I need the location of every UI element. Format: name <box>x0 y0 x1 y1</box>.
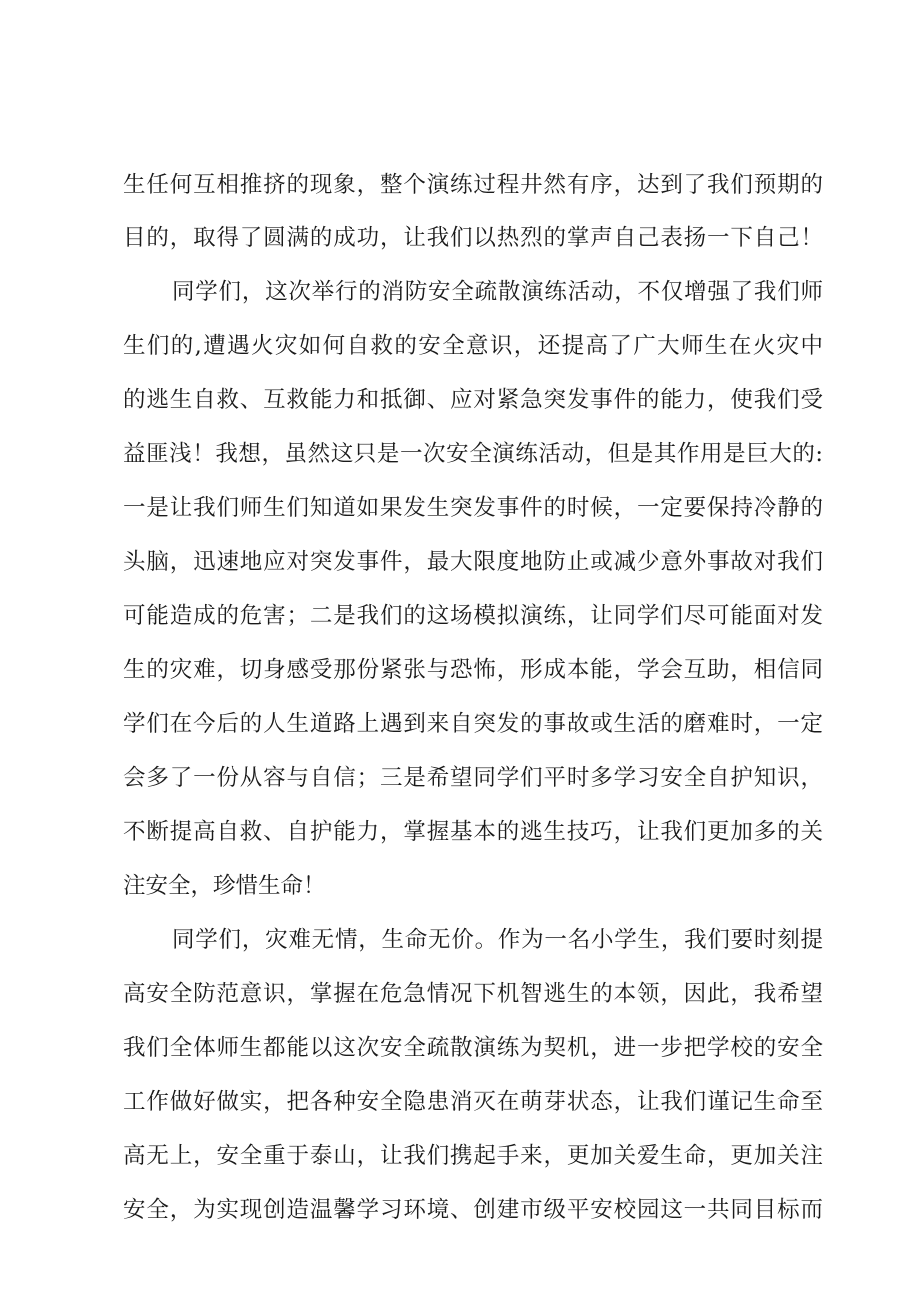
paragraph-2-line-10: 会多了一份从容与自信；三是希望同学们平时多学习安全自护知识， <box>123 765 823 791</box>
paragraph-2-line-6: 头脑，迅速地应对突发事件，最大限度地防止或减少意外事故对我们 <box>123 549 823 575</box>
paragraph-3-line-4: 工作做好做实，把各种安全隐患消灭在萌芽状态，让我们谨记生命至 <box>123 1089 823 1115</box>
paragraph-2-line-11: 不断提高自救、自护能力，掌握基本的逃生技巧，让我们更加多的关 <box>123 819 823 845</box>
paragraph-2-line-5: 一是让我们师生们知道如果发生突发事件的时候，一定要保持冷静的 <box>123 495 823 521</box>
paragraph-3-line-1: 同学们，灾难无情，生命无价。作为一名小学生，我们要时刻提 <box>172 927 823 953</box>
paragraph-3-line-5: 高无上，安全重于泰山，让我们携起手来，更加关爱生命，更加关注 <box>123 1143 823 1169</box>
paragraph-1-line-2: 目的，取得了圆满的成功，让我们以热烈的掌声自己表扬一下自己！ <box>123 225 823 251</box>
paragraph-3-line-3: 我们全体师生都能以这次安全疏散演练为契机，进一步把学校的安全 <box>123 1035 823 1061</box>
paragraph-2-line-3: 的逃生自救、互救能力和抵御、应对紧急突发事件的能力，使我们受 <box>123 387 823 413</box>
paragraph-1-line-1: 生任何互相推挤的现象，整个演练过程井然有序，达到了我们预期的 <box>123 172 823 198</box>
paragraph-2-line-12: 注安全，珍惜生命！ <box>123 873 326 899</box>
paragraph-3-line-6: 安全，为实现创造温馨学习环境、创建市级平安校园这一共同目标而 <box>123 1197 823 1223</box>
paragraph-2-line-7: 可能造成的危害；二是我们的这场模拟演练，让同学们尽可能面对发 <box>123 603 823 629</box>
paragraph-2-line-1: 同学们，这次举行的消防安全疏散演练活动，不仅增强了我们师 <box>172 279 823 305</box>
paragraph-2-line-9: 学们在今后的人生道路上遇到来自突发的事故或生活的磨难时，一定 <box>123 711 823 737</box>
paragraph-3-line-2: 高安全防范意识，掌握在危急情况下机智逃生的本领，因此，我希望 <box>123 981 823 1007</box>
paragraph-2-line-4: 益匪浅！我想，虽然这只是一次安全演练活动，但是其作用是巨大的: <box>123 441 823 467</box>
paragraph-2-line-8: 生的灾难，切身感受那份紧张与恐怖，形成本能，学会互助，相信同 <box>123 657 823 683</box>
paragraph-2-line-2: 生们的,遭遇火灾如何自救的安全意识，还提高了广大师生在火灾中 <box>123 333 823 359</box>
